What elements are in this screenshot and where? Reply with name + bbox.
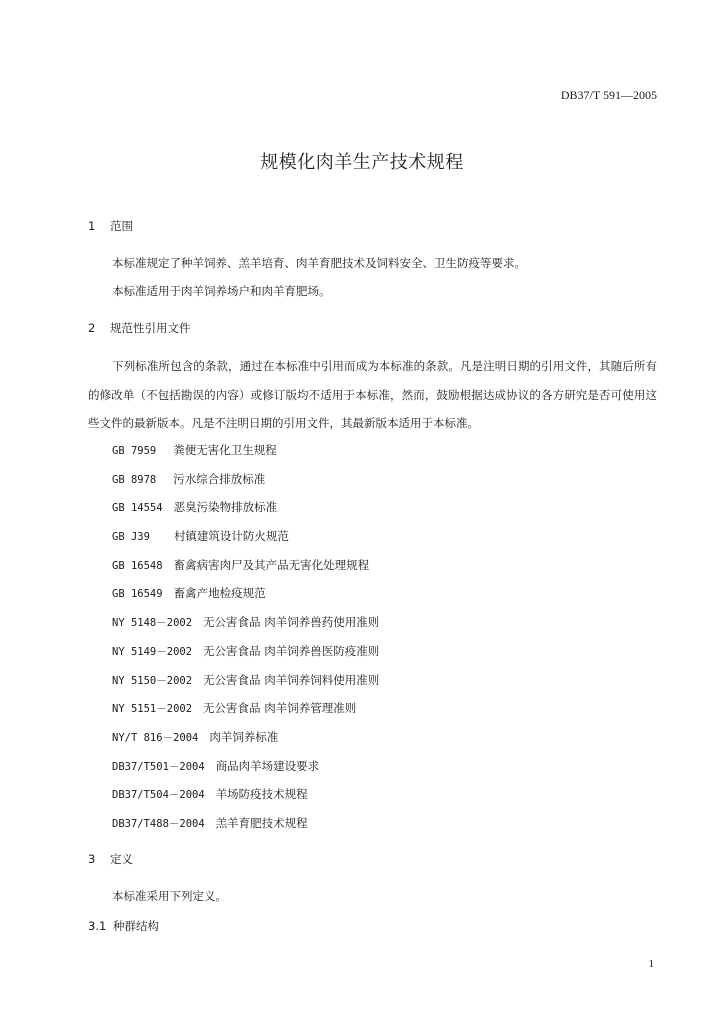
page-number: 1: [648, 958, 654, 970]
reference-item: [112, 442, 379, 471]
section-number: 1: [88, 219, 96, 233]
reference-code: NY 5150－2002: [112, 674, 193, 687]
reference-item: [112, 643, 379, 672]
reference-code: NY 5148－2002: [112, 617, 193, 630]
section-title: 规范性引用文件: [110, 321, 191, 335]
reference-item: [112, 672, 379, 701]
reference-title: 羊场防疫技术规程: [215, 787, 308, 802]
subsection-number: 3.1: [88, 919, 107, 933]
reference-code: GB J39: [112, 531, 150, 544]
reference-item: [112, 557, 379, 586]
document-title: 规模化肉羊生产技术规程: [260, 152, 464, 173]
reference-code: GB 16548: [112, 559, 163, 572]
reference-title: 畜禽产地检疫规范: [173, 586, 266, 601]
reference-item: [112, 758, 379, 787]
reference-code: NY 5149－2002: [112, 645, 193, 658]
reference-code: DB37/T504－2004: [112, 789, 205, 802]
reference-code: DB37/T488－2004: [112, 817, 205, 830]
standard-number: DB37/T 591—2005: [560, 88, 657, 102]
section-title: 范围: [110, 219, 133, 233]
section-number: 3: [88, 852, 96, 866]
reference-title: 无公害食品 肉羊饲养兽医防疫准则: [203, 643, 380, 658]
paragraph: 本标准采用下列定义。: [112, 889, 227, 903]
reference-title: 无公害食品 肉羊饲养饲料使用准则: [203, 672, 380, 687]
reference-item: [112, 471, 379, 500]
reference-title: 畜禽病害肉尸及其产品无害化处理规程: [173, 557, 370, 572]
paragraph: [88, 352, 657, 438]
reference-title: 肉羊饲养标准: [209, 729, 279, 744]
reference-item: [112, 585, 379, 614]
reference-item: [112, 700, 379, 729]
reference-code: GB 7959: [112, 445, 157, 457]
reference-code: GB 14554: [112, 502, 163, 515]
reference-title: 恶臭污染物排放标准: [173, 500, 278, 515]
reference-title: 污水综合排放标准: [173, 471, 266, 486]
section-title: 定义: [110, 852, 133, 866]
reference-item: [112, 528, 379, 557]
reference-code: NY 5151－2002: [112, 703, 193, 716]
reference-list: [112, 442, 379, 844]
reference-item: [112, 786, 379, 815]
section-number: 2: [88, 321, 96, 335]
reference-code: GB 8978: [112, 473, 157, 486]
reference-item: [112, 815, 379, 844]
reference-code: DB37/T501－2004: [112, 760, 205, 773]
subsection-heading-population-structure: [88, 918, 159, 934]
reference-item: [112, 499, 379, 528]
reference-title: 商品肉羊场建设要求: [215, 758, 320, 773]
paragraph-text: 下列标准所包含的条款，通过在本标准中引用而成为本标准的条款。凡是注明日期的引用文件，其随后所有的修改单（不包括勘误的内容）或修订版均不适用于本标准，然而，鼓励根据达成协议的各方研究是否可使用这些文件的最新版本。凡是不注明日期的引用文件，其最新版本适用于本标准。: [88, 359, 657, 431]
paragraph: 本标准规定了种羊饲养、羔羊培育、肉羊育肥技术及饲料安全、卫生防疫等要求。: [112, 256, 526, 270]
reference-item: [112, 729, 379, 758]
reference-title: 粪便无害化卫生规程: [173, 443, 277, 457]
reference-title: 村镇建筑设计防火规范: [173, 529, 289, 544]
section-heading-definitions: [88, 851, 133, 867]
paragraph: 本标准适用于肉羊饲养场户和肉羊育肥场。: [112, 284, 331, 298]
reference-title: 无公害食品 肉羊饲养兽药使用准则: [203, 615, 380, 630]
section-heading-scope: [88, 218, 133, 234]
subsection-title: 种群结构: [113, 919, 159, 933]
reference-title: 无公害食品 肉羊饲养管理准则: [203, 701, 357, 716]
reference-title: 羔羊育肥技术规程: [215, 815, 308, 830]
reference-item: [112, 614, 379, 643]
reference-code: NY/T 816－2004: [112, 731, 199, 744]
reference-code: GB 16549: [112, 588, 163, 601]
section-heading-normative-references: [88, 320, 191, 336]
